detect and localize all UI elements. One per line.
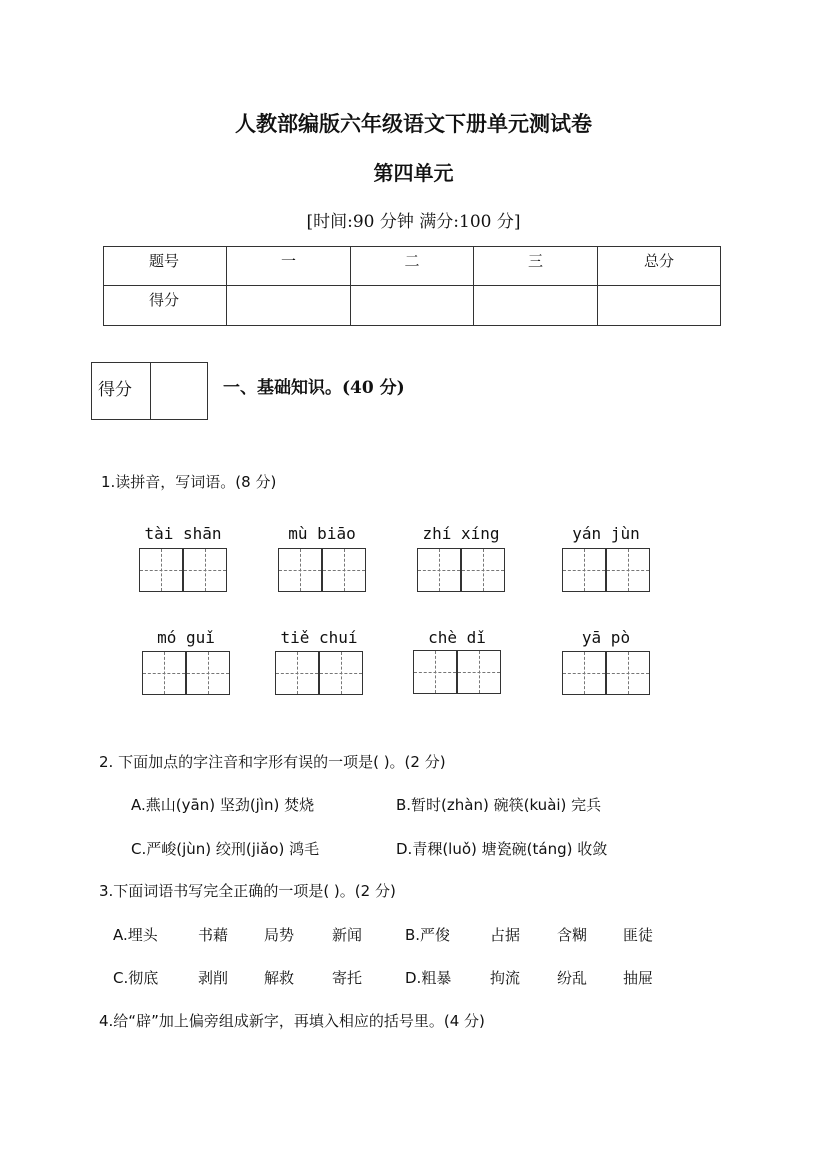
table-cell: 二 — [350, 246, 474, 286]
writing-grid[interactable] — [562, 548, 606, 592]
word: 含糊 — [557, 926, 588, 944]
pinyin-label: tiě chuí — [280, 628, 358, 647]
writing-grid[interactable] — [461, 548, 505, 592]
page-title: 人教部编版六年级语文下册单元测试卷 — [235, 111, 592, 136]
writing-grid[interactable] — [183, 548, 227, 592]
section-title: 一、基础知识。(40 分) — [223, 378, 405, 398]
pinyin-label: mù biāo — [288, 524, 356, 543]
writing-grid[interactable] — [457, 650, 501, 694]
table-cell[interactable] — [597, 285, 721, 326]
question-3: 3.下面词语书写完全正确的一项是( )。(2 分) — [99, 882, 396, 900]
writing-grid[interactable] — [606, 651, 650, 695]
exam-info: [时间:90 分钟 满分:100 分] — [306, 212, 521, 232]
word: 书藉 — [198, 926, 229, 944]
section-score-input[interactable] — [150, 362, 208, 420]
writing-grid[interactable] — [186, 651, 230, 695]
option-a[interactable]: A.燕山(yān) 坚劲(jìn) 焚烧 — [131, 796, 315, 814]
word: 匪徒 — [623, 926, 654, 944]
word: 占据 — [490, 926, 521, 944]
question-1: 1.读拼音，写词语。(8 分) — [101, 473, 277, 491]
pinyin-label: yán jùn — [572, 524, 640, 543]
word: 局势 — [264, 926, 295, 944]
question-4: 4.给“辟”加上偏旁组成新字，再填入相应的括号里。(4 分) — [99, 1012, 485, 1030]
writing-grid[interactable] — [139, 548, 183, 592]
table-cell: 题号 — [103, 246, 227, 286]
option-c[interactable]: C.严峻(jùn) 绞刑(jiǎo) 鸿毛 — [131, 840, 320, 858]
writing-grid[interactable] — [275, 651, 319, 695]
table-cell[interactable] — [473, 285, 598, 326]
question-2: 2. 下面加点的字注音和字形有误的一项是( )。(2 分) — [99, 753, 446, 771]
section-score-label: 得分 — [98, 380, 132, 400]
pinyin-label: tài shān — [144, 524, 222, 543]
option-d[interactable]: D.粗暴 — [405, 969, 452, 987]
table-cell[interactable] — [350, 285, 474, 326]
option-c[interactable]: C.彻底 — [113, 969, 159, 987]
pinyin-label: chè dǐ — [428, 628, 486, 647]
table-cell: 一 — [226, 246, 351, 286]
word: 拘流 — [490, 969, 521, 987]
writing-grid[interactable] — [142, 651, 186, 695]
pinyin-label: mó guǐ — [157, 628, 215, 647]
writing-grid[interactable] — [319, 651, 363, 695]
writing-grid[interactable] — [417, 548, 461, 592]
unit-title: 第四单元 — [373, 161, 454, 185]
word: 剥削 — [198, 969, 229, 987]
word: 寄托 — [332, 969, 363, 987]
table-cell[interactable] — [226, 285, 351, 326]
table-cell: 得分 — [103, 285, 227, 326]
writing-grid[interactable] — [413, 650, 457, 694]
word: 新闻 — [332, 926, 363, 944]
table-cell: 三 — [473, 246, 598, 286]
word: 解救 — [264, 969, 295, 987]
writing-grid[interactable] — [562, 651, 606, 695]
section-score-label-box — [91, 362, 151, 420]
table-cell: 总分 — [597, 246, 721, 286]
writing-grid[interactable] — [322, 548, 366, 592]
option-d[interactable]: D.青稞(luǒ) 塘瓷碗(táng) 收敛 — [396, 840, 608, 858]
pinyin-label: yā pò — [581, 628, 631, 647]
pinyin-label: zhí xíng — [422, 524, 500, 543]
option-a[interactable]: A.埋头 — [113, 926, 158, 944]
word: 抽屉 — [623, 969, 654, 987]
writing-grid[interactable] — [278, 548, 322, 592]
option-b[interactable]: B.暂时(zhàn) 碗筷(kuài) 完兵 — [396, 796, 602, 814]
writing-grid[interactable] — [606, 548, 650, 592]
option-b[interactable]: B.严俊 — [405, 926, 451, 944]
word: 纷乱 — [557, 969, 588, 987]
